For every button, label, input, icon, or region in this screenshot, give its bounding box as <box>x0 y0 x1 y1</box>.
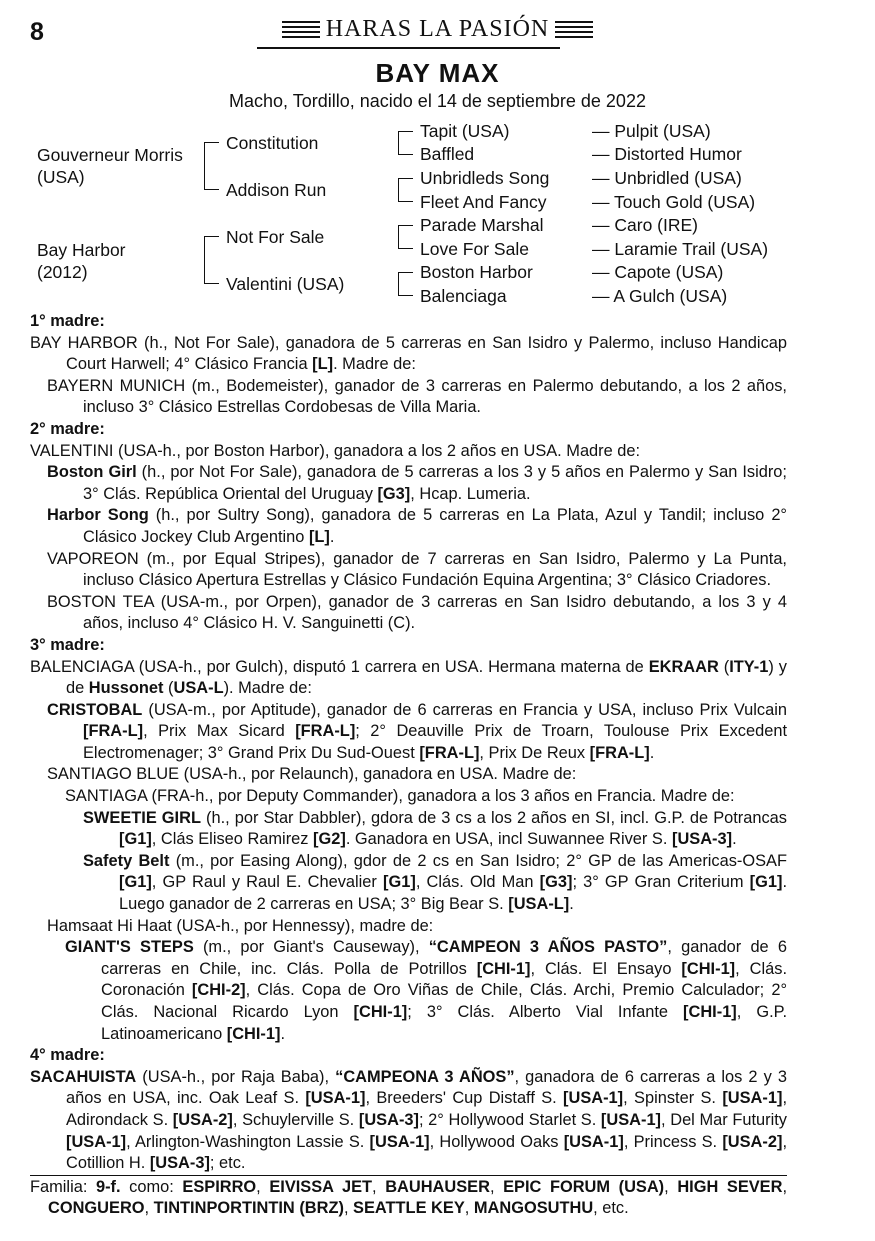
section-heading: 2° madre: <box>30 419 105 438</box>
entry-paragraph: Harbor Song (h., por Sultry Song), ganadora de 5 carreras en La Plata, Azul y Tandil; incluso 2° Clásico Jockey Club Argentino [L]. <box>47 506 787 546</box>
sire-country: (USA) <box>37 167 85 187</box>
gen4-item: — Touch Gold (USA) <box>592 192 756 212</box>
family-line: Familia: 9-f. como: ESPIRRO, EIVISSA JET, BAUHAUSER, EPIC FORUM (USA), HIGH SEVER, CONGUERO, TINTINPORTINTIN (BRZ), SEATTLE KEY, MANGOSUTHU, etc. <box>30 1175 787 1220</box>
entry-paragraph: CRISTOBAL (USA-m., por Aptitude), ganador de 6 carreras en Francia y USA, incluso Prix Vulcain [FRA-L], Prix Max Sicard [FRA-L]; 2° Deauville Prix de Troarn, Toulouse Prix Excedent Electromenager; 3° Grand Prix Du Sud-Ouest [FRA-L], Prix De Reux [FRA-L]. <box>47 700 788 762</box>
entry-paragraph: BALENCIAGA (USA-h., por Gulch), disputó 1 carrera en USA. Hermana materna de EKRAAR (ITY-1) y de Hussonet (USA-L). Madre de: <box>30 657 787 698</box>
gen4-item: — Laramie Trail (USA) <box>592 239 769 259</box>
gen4-item: — Caro (IRE) <box>592 215 698 235</box>
gen4-name: Pulpit (USA) <box>614 121 711 141</box>
family-body <box>30 311 787 1220</box>
header-right-rule <box>555 18 593 41</box>
gen3-item: Fleet And Fancy <box>420 192 547 212</box>
gen4-name: Distorted Humor <box>614 144 742 164</box>
gen4-item: — Capote (USA) <box>592 262 724 282</box>
bracket-sire <box>204 142 219 190</box>
gen3-item: Balenciaga <box>420 286 507 306</box>
horse-name: BAY MAX <box>375 58 500 88</box>
entry-paragraph: VAPOREON (m., por Equal Stripes), ganador de 7 carreras en San Isidro, Palermo y La Punta, incluso Clásico Apertura Estrellas y Clásico Fundación Equina Argentina; 3° Clásico Criadores. <box>47 549 787 590</box>
page-number: 8 <box>30 18 44 46</box>
bracket-gen3 <box>398 225 413 249</box>
dam-year: (2012) <box>37 262 88 282</box>
brand-name: HARAS LA PASIÓN <box>325 16 550 42</box>
gen4-item: — Pulpit (USA) <box>592 121 711 141</box>
dam-name: Bay Harbor <box>37 240 126 260</box>
entry-paragraph: VALENTINI (USA-h., por Boston Harbor), ganadora a los 2 años en USA. Madre de: <box>30 441 641 460</box>
gen4-name: Touch Gold (USA) <box>614 192 756 212</box>
bracket-gen3 <box>398 178 413 202</box>
header <box>0 16 875 43</box>
gen3-item: Tapit (USA) <box>420 121 510 141</box>
bracket-gen3 <box>398 272 413 296</box>
gen3-item: Unbridleds Song <box>420 168 550 188</box>
horse-description: Macho, Tordillo, nacido el 14 de septiembre de 2022 <box>229 91 646 111</box>
entry-paragraph: SANTIAGO BLUE (USA-h., por Relaunch), ganadora en USA. Madre de: <box>47 765 577 784</box>
gen4-name: Capote (USA) <box>614 262 724 282</box>
gen2-item: Not For Sale <box>226 227 325 247</box>
gen3-item: Parade Marshal <box>420 215 544 235</box>
gen4-name: Laramie Trail (USA) <box>614 239 769 259</box>
gen2-item: Valentini (USA) <box>226 274 345 294</box>
section-heading: 1° madre: <box>30 312 105 330</box>
entry-paragraph: SACAHUISTA (USA-h., por Raja Baba), “CAMPEONA 3 AÑOS”, ganadora de 6 carreras a los 2 y 3 años en USA, inc. Oak Leaf S. [USA-1], Breeders' Cup Distaff S. [USA-1], Spinster S. [USA-1], Adirondack S. [USA-2], Schuylerville S. [USA-3]; 2° Hollywood Starlet S. [USA-1], Del Mar Futurity [USA-1], Arlington-Washington Lassie S. [USA-1], Hollywood Oaks [USA-1], Princess S. [USA-2], Cotillion H. [USA-3]; etc. <box>30 1067 787 1173</box>
entry-paragraph: GIANT'S STEPS (m., por Giant's Causeway), “CAMPEON 3 AÑOS PASTO”, ganador de 6 carreras en Chile, inc. Clás. Polla de Potrillos [CHI-1], Clás. El Ensayo [CHI-1], Clás. Coronación [CHI-2], Clás. Copa de Oro Viñas de Chile, Clás. Archi, Premio Calculador; 2° Clás. Nacional Ricardo Lyon [CHI-1]; 3° Clás. Alberto Vial Infante [CHI-1], G.P. Latinoamericano [CHI-1]. <box>65 938 787 1043</box>
gen4-item: — Distorted Humor <box>592 144 742 164</box>
sire-name: Gouverneur Morris <box>37 145 183 165</box>
section-heading: 4° madre: <box>30 1046 105 1065</box>
entry-paragraph: Hamsaat Hi Haat (USA-h., por Hennessy), madre de: <box>47 916 434 935</box>
entry-paragraph: BOSTON TEA (USA-m., por Orpen), ganador de 3 carreras en San Isidro debutando, a los 3 y 4 años, incluso 4° Clásico H. V. Sanguinetti (C). <box>47 592 787 633</box>
gen3-item: Baffled <box>420 144 475 164</box>
header-left-rule <box>282 18 320 41</box>
gen4-item: — Unbridled (USA) <box>592 168 742 188</box>
bracket-gen3 <box>398 131 413 155</box>
header-underline <box>257 47 560 49</box>
entry-paragraph: BAYERN MUNICH (m., Bodemeister), ganador de 3 carreras en Palermo debutando, a los 2 años, incluso 3° Clásico Estrellas Cordobesas de Villa Maria. <box>47 376 787 417</box>
gen4-name: A Gulch (USA) <box>613 286 728 306</box>
entry-paragraph: BAY HARBOR (h., Not For Sale), ganadora de 5 carreras en San Isidro y Palermo, incluso Handicap Court Harwell; 4° Clásico Francia [L]. Madre de: <box>30 333 787 374</box>
gen2-item: Addison Run <box>226 180 327 200</box>
entry-paragraph: SANTIAGA (FRA-h., por Deputy Commander), ganadora a los 3 años en Francia. Madre de: <box>65 787 735 806</box>
gen3-item: Boston Harbor <box>420 262 533 282</box>
entry-paragraph: SWEETIE GIRL (h., por Star Dabbler), gdora de 3 cs a los 2 años en SI, incl. G.P. de Potrancas [G1], Clás Eliseo Ramirez [G2]. Ganadora en USA, incl Suwannee River S. [USA-3]. <box>83 808 787 849</box>
entry-paragraph: Safety Belt (m., por Easing Along), gdor de 2 cs en San Isidro; 2° GP de las Americas-OSAF [G1], GP Raul y Raul E. Chevalier [G1], Clás. Old Man [G3]; 3° GP Gran Criterium [G1]. Luego ganador de 2 carreras en USA; 3° Big Bear S. [USA-L]. <box>83 851 788 914</box>
entry-paragraph: Boston Girl (h., por Not For Sale), ganadora de 5 carreras a los 3 y 5 años en Palermo y San Isidro; 3° Clás. República Oriental del Uruguay [G3], Hcap. Lumeria. <box>47 463 787 503</box>
gen4-name: Unbridled (USA) <box>614 168 742 188</box>
gen2-item: Constitution <box>226 133 319 153</box>
gen4-item: — A Gulch (USA) <box>592 286 728 306</box>
gen4-name: Caro (IRE) <box>614 215 698 235</box>
gen3-item: Love For Sale <box>420 239 529 259</box>
bracket-dam <box>204 236 219 284</box>
section-heading: 3° madre: <box>30 635 105 654</box>
